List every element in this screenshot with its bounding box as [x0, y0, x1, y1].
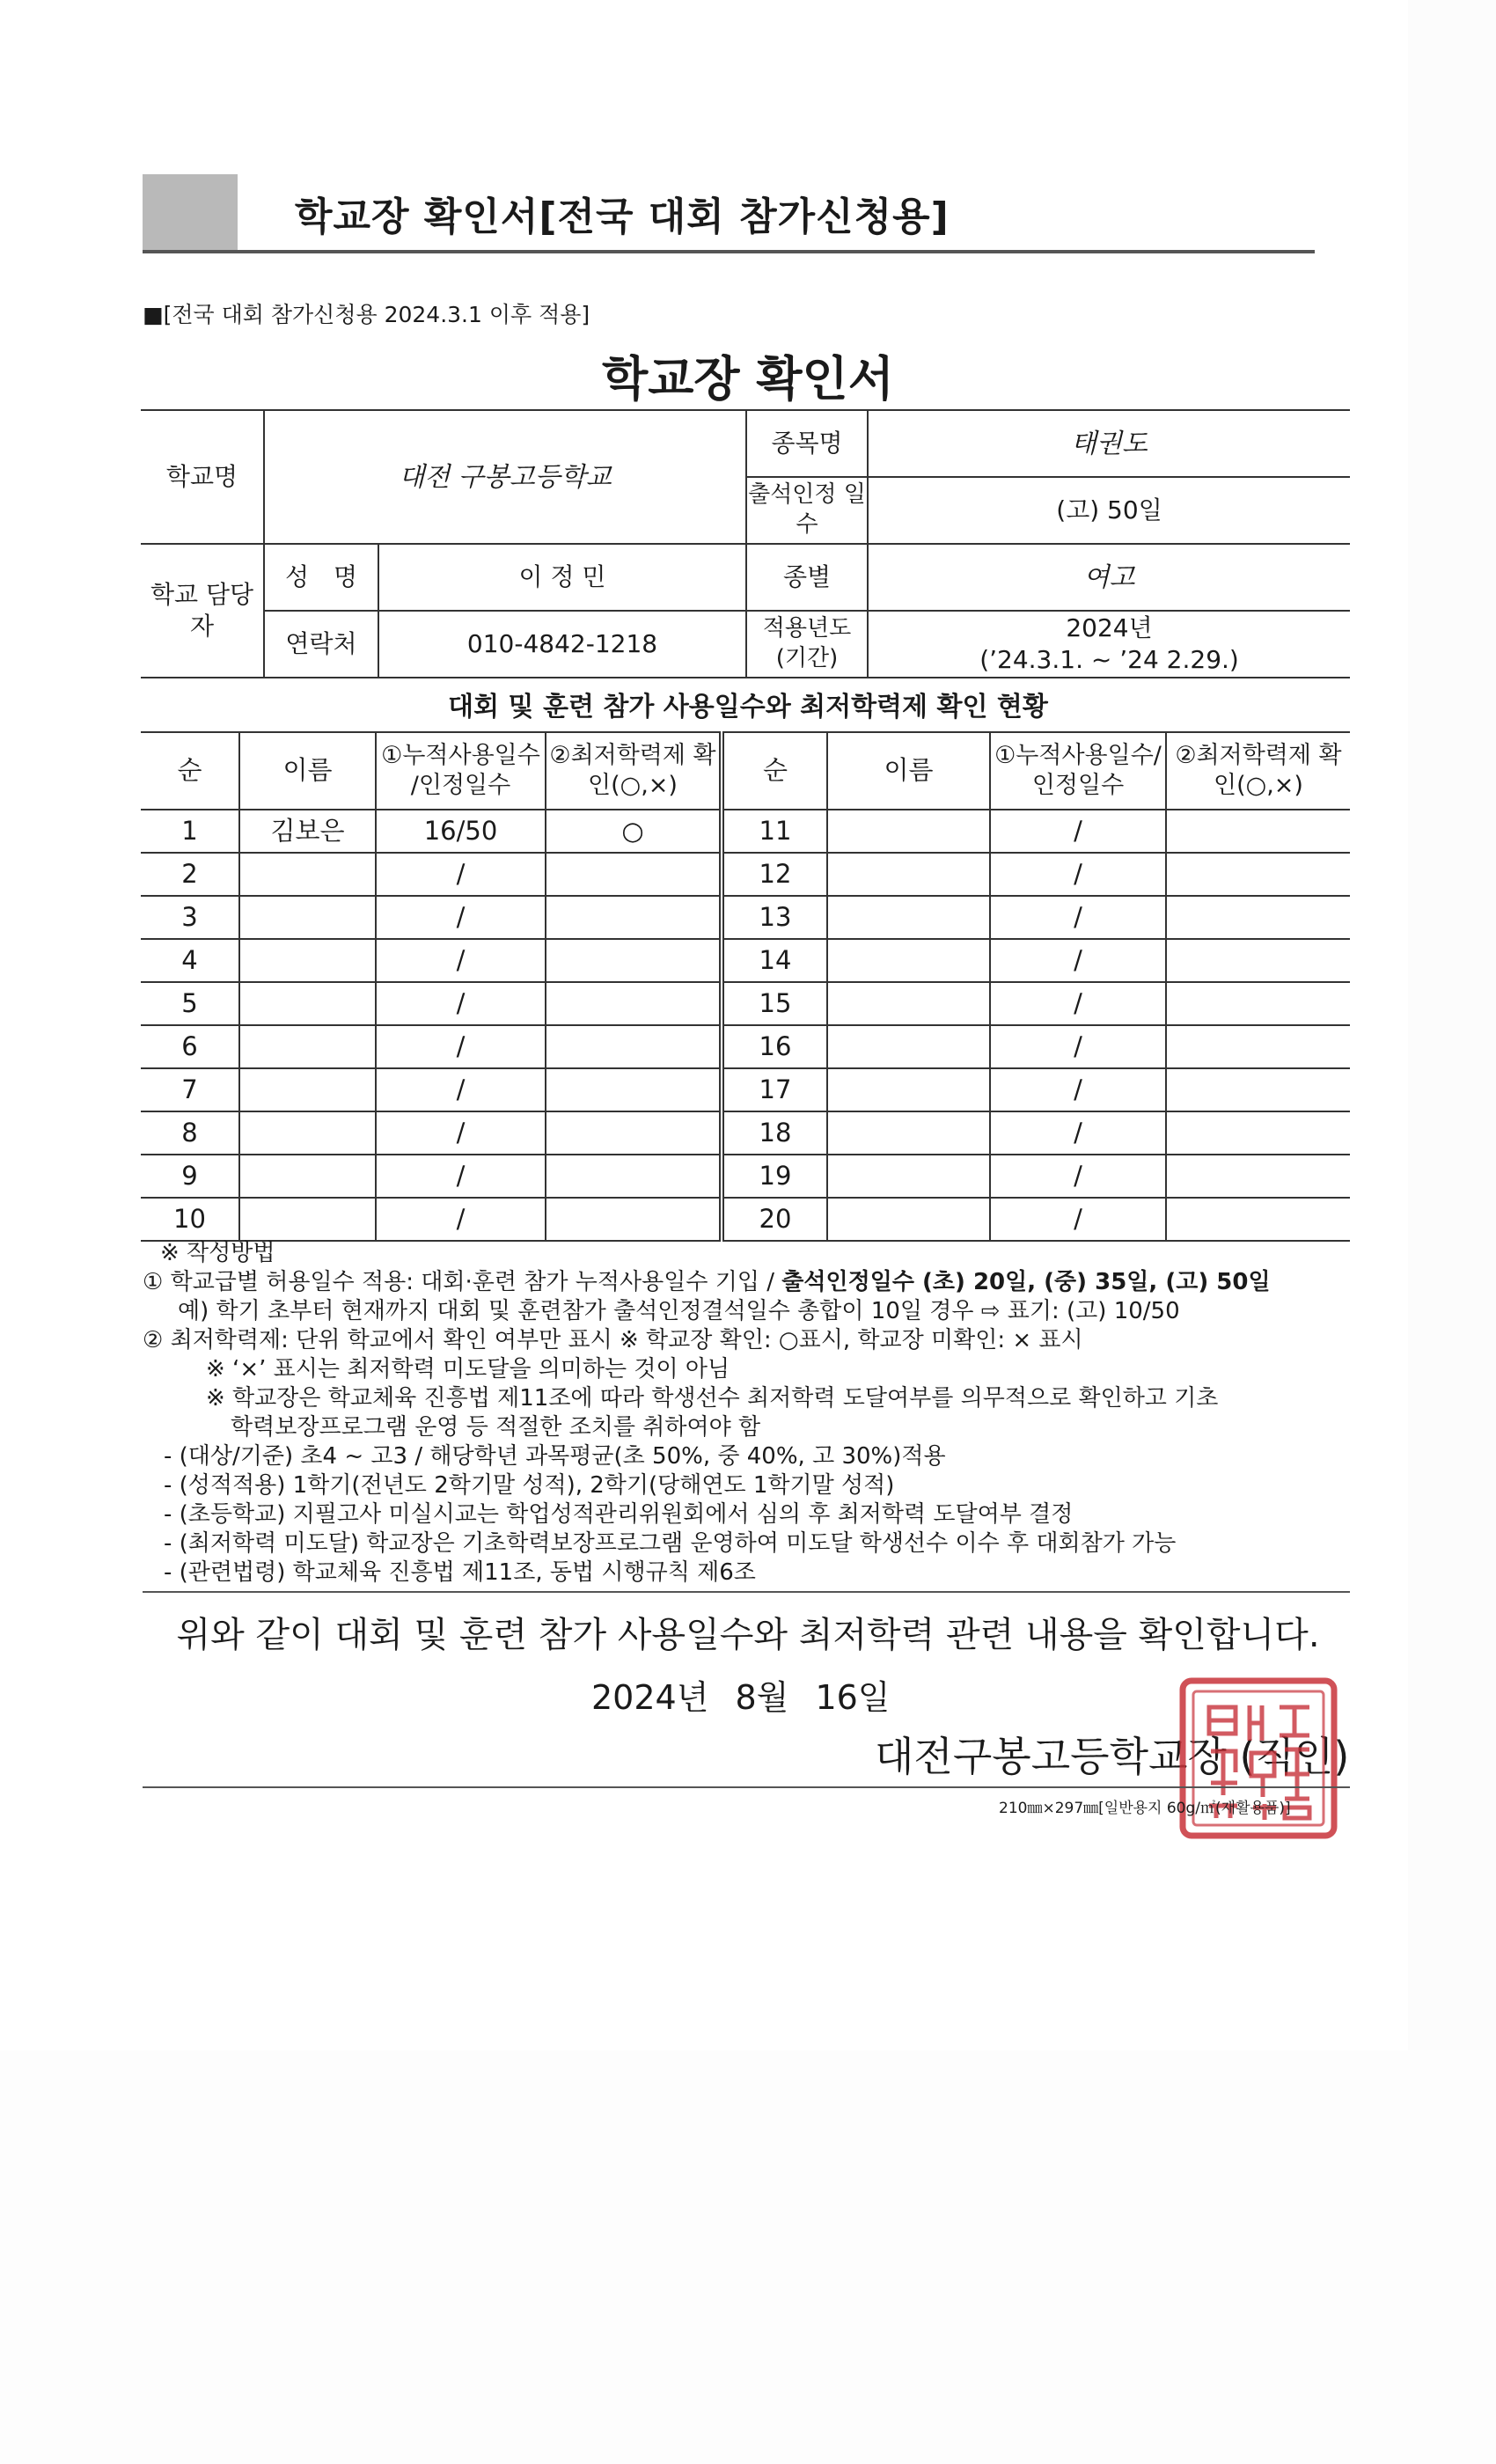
student-name — [239, 982, 376, 1025]
roster-title: 대회 및 훈련 참가 사용일수와 최저학력제 확인 현황 — [448, 692, 1048, 722]
row-number-right: 17 — [722, 1068, 827, 1111]
row-number: 9 — [141, 1155, 239, 1198]
header-name: 이름 — [239, 732, 376, 810]
paper-spec: 210㎜×297㎜[일반용지 60g/㎡(재활용품)] — [999, 1800, 1291, 1817]
days-used: / — [376, 982, 546, 1025]
student-name — [239, 1111, 376, 1155]
table-row — [141, 896, 1350, 939]
grade-check — [546, 896, 722, 939]
year-label: 적용년도 (기간) — [746, 611, 868, 678]
official-seal-icon — [1176, 1676, 1341, 1843]
days-used-right: / — [990, 1068, 1166, 1111]
grade-check — [546, 853, 722, 896]
days-used: / — [376, 1111, 546, 1155]
row-number: 6 — [141, 1025, 239, 1068]
student-name-right — [827, 896, 990, 939]
sport-value: 태권도 — [868, 410, 1350, 477]
row-number: 8 — [141, 1111, 239, 1155]
student-name: 김보은 — [239, 810, 376, 853]
student-name — [239, 896, 376, 939]
student-name — [239, 853, 376, 896]
header-rule — [143, 250, 1315, 253]
name-label: 성 명 — [264, 544, 378, 611]
grade-check-right — [1166, 1068, 1350, 1111]
days-used: / — [376, 1025, 546, 1068]
grade-check — [546, 939, 722, 982]
row-number: 4 — [141, 939, 239, 982]
header-check-right: ②최저학력제 확인(○,×) — [1166, 732, 1350, 810]
days-used: / — [376, 939, 546, 982]
row-number-right: 13 — [722, 896, 827, 939]
student-name-right — [827, 810, 990, 853]
student-name-right — [827, 939, 990, 982]
manager-label: 학교 담당자 — [141, 544, 264, 678]
row-number-right: 16 — [722, 1025, 827, 1068]
row-number-right: 14 — [722, 939, 827, 982]
student-name — [239, 939, 376, 982]
header-gray-box — [143, 174, 238, 252]
header-days: ①누적사용일수 /인정일수 — [376, 732, 546, 810]
grade-check-right — [1166, 982, 1350, 1025]
grade-check-right — [1166, 896, 1350, 939]
row-number-right: 20 — [722, 1198, 827, 1241]
row-number-right: 19 — [722, 1155, 827, 1198]
student-name-right — [827, 1111, 990, 1155]
scan-margin-bottom — [0, 2050, 1496, 2464]
grade-check-right — [1166, 1025, 1350, 1068]
note-2: ② 최저학력제: 단위 학교에서 확인 여부만 표시 ※ 학교장 확인: ○표시, 학교장 미확인: × 표시 — [143, 1327, 1083, 1353]
student-name — [239, 1155, 376, 1198]
note-1-example: 예) 학기 초부터 현재까지 대회 및 훈련참가 출석인정결석일수 총합이 10일 경우 ⇨ 표기: (고) 10/50 — [178, 1298, 1180, 1324]
row-number-right: 15 — [722, 982, 827, 1025]
note-1 — [143, 1268, 1357, 1297]
grade-check-right — [1166, 1111, 1350, 1155]
note-4: ※ 학교장은 학교체육 진흥법 제11조에 따라 학생선수 최저학력 도달여부를 의무적으로 확인하고 기초 — [206, 1385, 1219, 1412]
days-used: / — [376, 1198, 546, 1241]
row-number: 2 — [141, 853, 239, 896]
table-row — [141, 1025, 1350, 1068]
principal-signature: 대전구봉고등학교장 (직인) — [875, 1733, 1350, 1780]
document-title: 학교장 확인서 — [602, 351, 894, 407]
grade-check-right — [1166, 853, 1350, 896]
days-used-right: / — [990, 1025, 1166, 1068]
school-value: 대전 구봉고등학교 — [264, 410, 746, 544]
note-1-bold: 출석인정일수 (초) 20일, (중) 35일, (고) 50일 — [781, 1269, 1271, 1295]
days-used-right: / — [990, 896, 1166, 939]
days-used-right: / — [990, 939, 1166, 982]
attendance-value: (고) 50일 — [868, 477, 1350, 544]
info-table — [141, 409, 1350, 678]
grade-check — [546, 982, 722, 1025]
days-used-right: / — [990, 982, 1166, 1025]
roster-table — [141, 731, 1350, 1242]
table-row — [141, 853, 1350, 896]
student-name — [239, 1025, 376, 1068]
grade-check — [546, 1155, 722, 1198]
bottom-rule — [143, 1786, 1350, 1788]
table-row — [141, 939, 1350, 982]
row-number: 5 — [141, 982, 239, 1025]
notes-heading: ※ 작성방법 — [160, 1240, 275, 1266]
row-number: 7 — [141, 1068, 239, 1111]
detail-1: - (대상/기준) 초4 ~ 고3 / 해당학년 과목평균(초 50%, 중 40%, 고 30%)적용 — [164, 1443, 946, 1470]
detail-5: - (관련법령) 학교체육 진흥법 제11조, 동법 시행규칙 제6조 — [164, 1559, 756, 1586]
days-used-right: / — [990, 1111, 1166, 1155]
grade-check-right — [1166, 1198, 1350, 1241]
sport-label: 종목명 — [746, 410, 868, 477]
period-value: (’24.3.1. ~ ’24 2.29.) — [979, 645, 1239, 674]
header-name-right: 이름 — [827, 732, 990, 810]
detail-3: - (초등학교) 지필고사 미실시교는 학업성적관리위원회에서 심의 후 최저학력 도달여부 결정 — [164, 1501, 1074, 1528]
detail-4: - (최저학력 미도달) 학교장은 기초학력보장프로그램 운영하여 미도달 학생선수 이수 후 대회참가 가능 — [164, 1530, 1177, 1557]
row-number-right: 18 — [722, 1111, 827, 1155]
grade-check — [546, 1025, 722, 1068]
note-1-text: ① 학교급별 허용일수 적용: 대회·훈련 참가 누적사용일수 기입 / — [143, 1269, 782, 1295]
table-row — [141, 1198, 1350, 1241]
row-number-right: 11 — [722, 810, 827, 853]
grade-check: ○ — [546, 810, 722, 853]
student-name-right — [827, 1068, 990, 1111]
row-number: 1 — [141, 810, 239, 853]
row-number: 3 — [141, 896, 239, 939]
days-used: 16/50 — [376, 810, 546, 853]
contact-value: 010-4842-1218 — [378, 611, 746, 678]
table-row — [141, 1155, 1350, 1198]
note-4-cont: 학력보장프로그램 운영 등 적절한 조치를 취하여야 함 — [231, 1414, 761, 1441]
note-3: ※ ‘×’ 표시는 최저학력 미도달을 의미하는 것이 아님 — [206, 1356, 730, 1382]
days-used: / — [376, 896, 546, 939]
student-name-right — [827, 1155, 990, 1198]
grade-check-right — [1166, 939, 1350, 982]
contact-label: 연락처 — [264, 611, 378, 678]
issue-date: 2024년 8월 16일 — [591, 1678, 891, 1717]
year-value: 2024년 — [1066, 612, 1153, 642]
header-no-right: 순 — [722, 732, 827, 810]
table-row — [141, 982, 1350, 1025]
days-used-right: / — [990, 853, 1166, 896]
year-cell — [868, 611, 1350, 678]
roster-body — [141, 810, 1350, 1241]
instructions — [143, 1239, 1357, 1588]
days-used: / — [376, 1155, 546, 1198]
row-number: 10 — [141, 1198, 239, 1241]
confirmation-statement: 위와 같이 대회 및 훈련 참가 사용일수와 최저학력 관련 내용을 확인합니다. — [176, 1615, 1320, 1655]
header-days-right: ①누적사용일수/ 인정일수 — [990, 732, 1166, 810]
grade-check-right — [1166, 1155, 1350, 1198]
school-label: 학교명 — [141, 410, 264, 544]
grade-check — [546, 1068, 722, 1111]
grade-check — [546, 1198, 722, 1241]
days-used-right: / — [990, 810, 1166, 853]
gender-value: 여고 — [868, 544, 1350, 611]
applicability-note: ■[전국 대회 참가신청용 2024.3.1 이후 적용] — [143, 302, 590, 327]
days-used: / — [376, 853, 546, 896]
gender-label: 종별 — [746, 544, 868, 611]
days-used: / — [376, 1068, 546, 1111]
scan-margin — [1408, 0, 1496, 2050]
header-check: ②최저학력제 확인(○,×) — [546, 732, 722, 810]
name-value: 이 정 민 — [378, 544, 746, 611]
days-used-right: / — [990, 1155, 1166, 1198]
student-name — [239, 1198, 376, 1241]
grade-check-right — [1166, 810, 1350, 853]
header-no: 순 — [141, 732, 239, 810]
row-number-right: 12 — [722, 853, 827, 896]
notes-rule — [143, 1591, 1350, 1593]
student-name-right — [827, 1198, 990, 1241]
days-used-right: / — [990, 1198, 1166, 1241]
student-name-right — [827, 853, 990, 896]
table-row — [141, 1111, 1350, 1155]
student-name-right — [827, 982, 990, 1025]
table-row — [141, 810, 1350, 853]
header-title: 학교장 확인서[전국 대회 참가신청용] — [295, 194, 950, 239]
student-name-right — [827, 1025, 990, 1068]
detail-2: - (성적적용) 1학기(전년도 2학기말 성적), 2학기(당해연도 1학기말 성적) — [164, 1472, 895, 1499]
table-row — [141, 1068, 1350, 1111]
student-name — [239, 1068, 376, 1111]
attendance-label: 출석인정 일수 — [746, 477, 868, 544]
grade-check — [546, 1111, 722, 1155]
